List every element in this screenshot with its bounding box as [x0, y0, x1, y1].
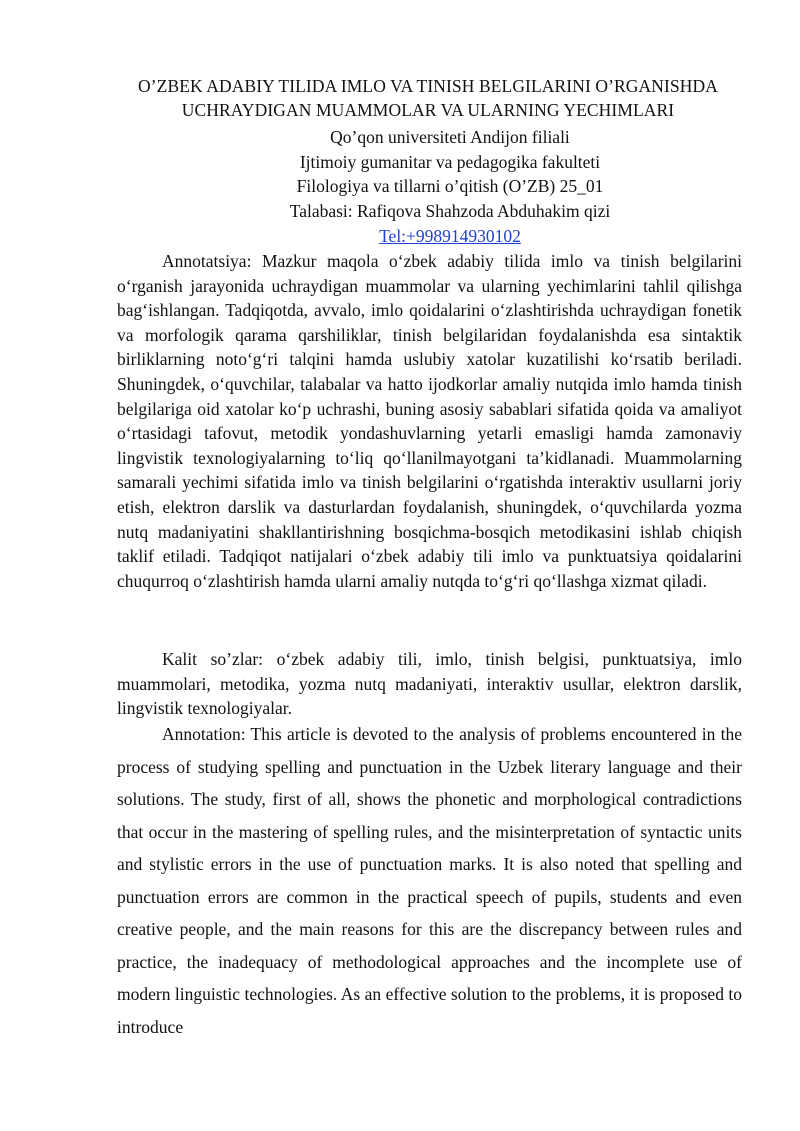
- keywords-uz-text: Kalit so’zlar: o‘zbek adabiy tili, imlo, tinish belgisi, punktuatsiya, imlo muammolari, metodika, yozma nutq madaniyati, interaktiv usullar, elektron darslik, lingvistik texnologiyalar.: [117, 649, 742, 719]
- article-title: [0, 74, 800, 122]
- phone-row: [180, 224, 720, 248]
- title-line-2: UCHRAYDIGAN MUAMMOLAR VA ULARNING YECHIMLARI: [181, 100, 675, 120]
- annotation-uz-text: Annotatsiya: Mazkur maqola o‘zbek adabiy tilida imlo va tinish belgilarini o‘rganish jarayonida uchraydigan muammolar va ularning yechimlarini tahlil qilishga bag‘ishlangan. Tadqiqotda, avvalo, imlo qoidalarini o‘zlashtirishda uchraydigan fonetik va morfologik qarama qarshiliklar, tinish belgilaridan foydalanishda esa sintaktik birliklarning noto‘g‘ri talqini hamda uslubiy xatolar kuzatilishi ko‘rsatib beriladi. Shuningdek, o‘quvchilar, talabalar va hatto ijodkorlar amaliy nutqida imlo hamda tinish belgilariga oid xatolar ko‘p uchrashi, buning asosiy sabablari sifatida qoida va amaliyot o‘rtasidagi tafovut, metodik yondashuvlarning yetarli emasligi hamda zamonaviy lingvistik texnologiyalarning to‘liq qo‘llanilmayotgani ta’kidlanadi. Muammolarning samarali yechimi sifatida imlo va tinish belgilarini o‘rgatishda interaktiv usullarni joriy etish, elektron darslik va dasturlardan foydalanish, shuningdek, o‘quvchilarda yozma nutq madaniyatini shakllantirishning bosqichma-bosqich metodikasini ishlab chiqish taklif etiladi. Tadqiqot natijalari o‘zbek adabiy tili imlo va punktuatsiya qoidalarini chuqurroq o‘zlashtirish hamda ularni amaliy nutqda to‘g‘ri qo‘llashga xizmat qiladi.: [117, 251, 742, 591]
- student-name: Talabasi: Rafiqova Shahzoda Abduhakim qizi: [289, 201, 611, 221]
- faculty-name: Ijtimoiy gumanitar va pedagogika fakulteti: [299, 152, 601, 172]
- title-line-1: O’ZBEK ADABIY TILIDA IMLO VA TINISH BELGILARINI O’RGANISHDA: [138, 76, 718, 96]
- phone-link[interactable]: Tel:+998914930102: [379, 226, 521, 246]
- group-name: Filologiya va tillarni o’qitish (O’ZB) 25_01: [296, 176, 604, 196]
- annotation-en: [117, 718, 742, 1043]
- annotation-en-text: Annotation: This article is devoted to the analysis of problems encountered in the process of studying spelling and punctuation in the Uzbek literary language and their solutions. The study, first of all, shows the phonetic and morphological contradictions that occur in the mastering of spelling rules, and the misinterpretation of syntactic units and stylistic errors in the use of punctuation marks. It is also noted that spelling and punctuation errors are common in the practical speech of pupils, students and even creative people, and the main reasons for this are the discrepancy between rules and practice, the inadequacy of methodological approaches and the incomplete use of modern linguistic technologies. As an effective solution to the problems, it is proposed to introduce: [117, 724, 742, 1037]
- annotation-uz: [117, 249, 742, 593]
- keywords-uz: [117, 647, 742, 721]
- university-name: Qo’qon universiteti Andijon filiali: [330, 127, 570, 147]
